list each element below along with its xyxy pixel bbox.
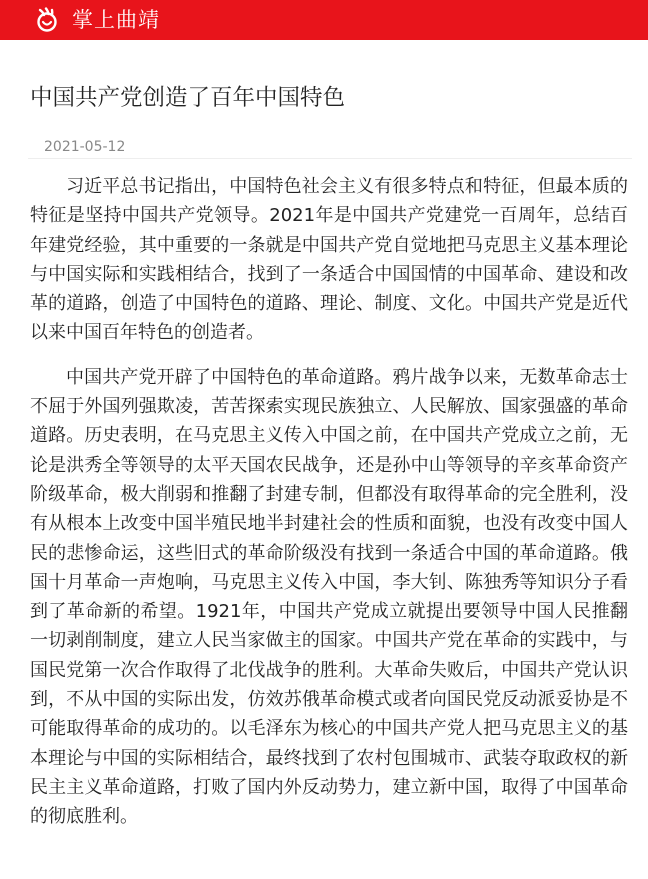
publish-date: 2021-05-12 — [44, 139, 126, 155]
paragraph: 习近平总书记指出，中国特色社会主义有很多特点和特征，但最本质的特征是坚持中国共产党领导。2021年是中国共产党建党一百周年，总结百年建党经验，其中重要的一条就是中国共产党自觉地把马克思主义基本理论与中国实际和实践相结合，找到了一条适合中国国情的中国革命、建设和改革的道路，创造了中国特色的道路、理论、制度、文化。中国共产党是近代以来中国百年特色的创造者。 — [30, 176, 628, 344]
divider — [28, 158, 632, 159]
article-body — [30, 172, 628, 847]
hand-wave-icon[interactable] — [34, 7, 60, 33]
app-title[interactable]: 掌上曲靖 — [72, 8, 160, 32]
top-bar — [0, 0, 648, 40]
article-title: 中国共产党创造了百年中国特色 — [30, 85, 346, 111]
paragraph: 中国共产党开辟了中国特色的革命道路。鸦片战争以来，无数革命志士不屈于外国列强欺凌，苦苦探索实现民族独立、人民解放、国家强盛的革命道路。历史表明，在马克思主义传入中国之前，在中国共产党成立之前，无论是洪秀全等领导的太平天国农民战争，还是孙中山等领导的辛亥革命资产阶级革命，极大削弱和推翻了封建专制，但都没有取得革命的完全胜利，没有从根本上改变中国半殖民地半封建社会的性质和面貌，也没有改变中国人民的悲惨命运，这些旧式的革命阶级没有找到一条适合中国的革命道路。俄国十月革命一声炮响，马克思主义传入中国，李大钊、陈独秀等知识分子看到了革命新的希望。1921年，中国共产党成立就提出要领导中国人民推翻一切剥削制度，建立人民当家做主的国家。中国共产党在革命的实践中，与国民党第一次合作取得了北伐战争的胜利。大革命失败后，中国共产党认识到，不从中国的实际出发，仿效苏俄革命模式或者向国民党反动派妥协是不可能取得革命的成功的。以毛泽东为核心的中国共产党人把马克思主义的基本理论与中国的实际相结合，最终找到了农村包围城市、武装夺取政权的新民主主义革命道路，打败了国内外反动势力，建立新中国，取得了中国革命的彻底胜利。 — [30, 366, 628, 828]
